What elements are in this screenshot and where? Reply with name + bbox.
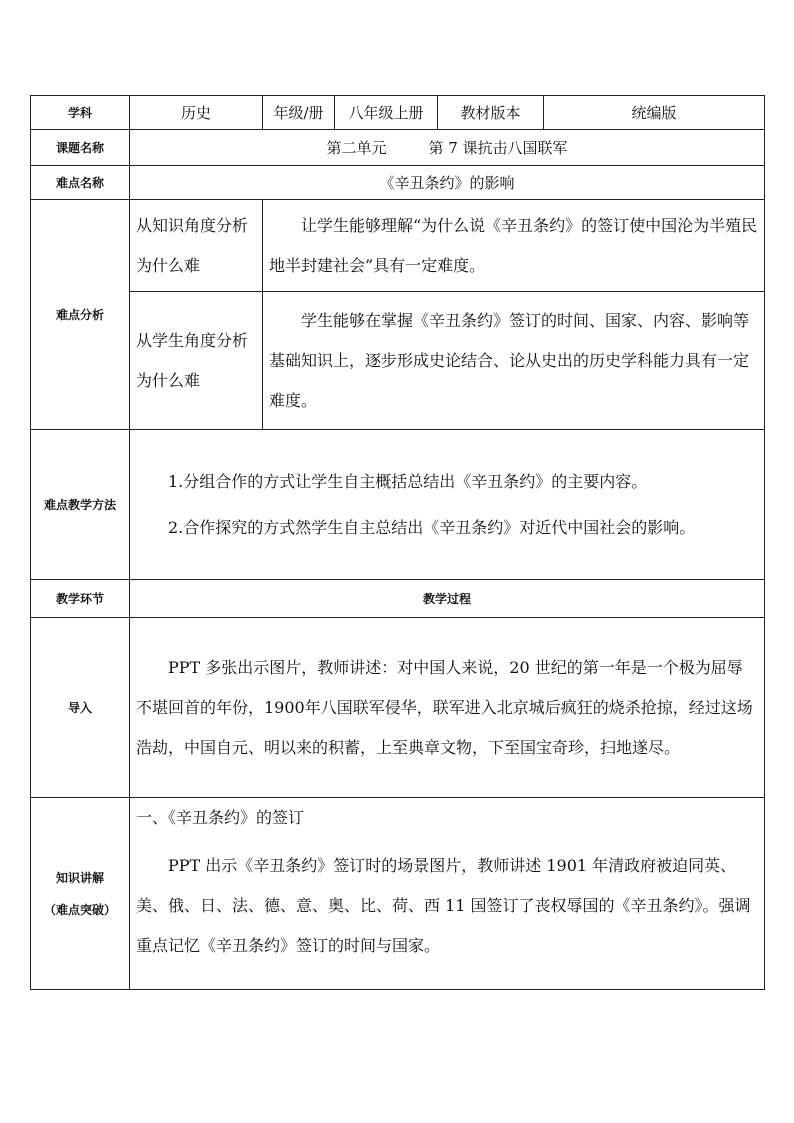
student-angle-cell [130, 292, 263, 430]
student-text-cell [263, 292, 765, 430]
intro-text: PPT 多张出示图片，教师讲述：对中国人来说，20 世纪的第一年是一个极为屈辱不堪回首的年份，1900年八国联军侵华，联军进入北京城后疯狂的烧杀抢掠，经过这场浩劫，中国自元、明以来的积蓄，上至典章文物，下至国宝奇珍，扫地遂尽。 [136, 657, 753, 757]
difficulty-row [31, 166, 765, 200]
methods-label: 难点教学方法 [31, 430, 130, 580]
grade-value: 八年级上册 [335, 96, 438, 130]
explanation-row [31, 798, 765, 990]
edition-value: 统编版 [544, 96, 765, 130]
grade-label: 年级/册 [263, 96, 335, 130]
lesson-row [31, 130, 765, 166]
intro-row [31, 618, 765, 798]
analysis-label: 难点分析 [31, 200, 130, 430]
method-item-1: 1.分组合作的方式让学生自主概括总结出《辛丑条约》的主要内容。 [168, 471, 648, 491]
explanation-heading: 一、《辛丑条约》的签订 [136, 808, 305, 827]
student-angle: 从学生角度分析为什么难 [136, 330, 249, 390]
lesson-title-cell [130, 130, 765, 166]
lesson-label: 课题名称 [31, 130, 130, 166]
process-header-row [31, 580, 765, 618]
explanation-label-sub: （难点突破） [43, 902, 116, 917]
explanation-cell [130, 798, 765, 990]
header-row [31, 96, 765, 130]
difficulty-value: 《辛丑条约》的影响 [130, 166, 765, 200]
subject-value: 历史 [130, 96, 263, 130]
student-text: 学生能够在掌握《辛丑条约》签订的时间、国家、内容、影响等基础知识上，逐步形成史论结合、论从史出的历史学科能力具有一定难度。 [269, 310, 750, 410]
analysis-knowledge-row [31, 200, 765, 292]
methods-row [31, 430, 765, 580]
lesson-unit: 第二单元 [326, 139, 387, 157]
knowledge-text-cell [263, 200, 765, 292]
method-item-2: 2.合作探究的方式然学生自主总结出《辛丑条约》对近代中国社会的影响。 [168, 517, 696, 537]
stage-label: 教学环节 [31, 580, 130, 618]
lesson-plan-table [30, 95, 765, 990]
difficulty-label: 难点名称 [31, 166, 130, 200]
methods-cell [130, 430, 765, 580]
explanation-label-cell [31, 798, 130, 990]
intro-label: 导入 [31, 618, 130, 798]
lesson-title: 第 7 课抗击八国联军 [428, 139, 568, 157]
explanation-label: 知识讲解 [55, 870, 104, 885]
knowledge-angle-cell [130, 200, 263, 292]
explanation-text: PPT 出示《辛丑条约》签订时的场景图片，教师讲述 1901 年清政府被迫同英、美、俄、日、法、德、意、奥、比、荷、西 11 国签订了丧权辱国的《辛丑条约》。强调重点记忆《辛丑条约》签订的时间与国家。 [136, 856, 751, 955]
process-label: 教学过程 [130, 580, 765, 618]
intro-cell [130, 618, 765, 798]
edition-label: 教材版本 [438, 96, 544, 130]
knowledge-text: 让学生能够理解“为什么说《辛丑条约》的签订使中国沦为半殖民地半封建社会”具有一定难度。 [269, 215, 758, 275]
knowledge-angle: 从知识角度分析为什么难 [136, 215, 249, 275]
subject-label: 学科 [31, 96, 130, 130]
analysis-student-row [31, 292, 765, 430]
